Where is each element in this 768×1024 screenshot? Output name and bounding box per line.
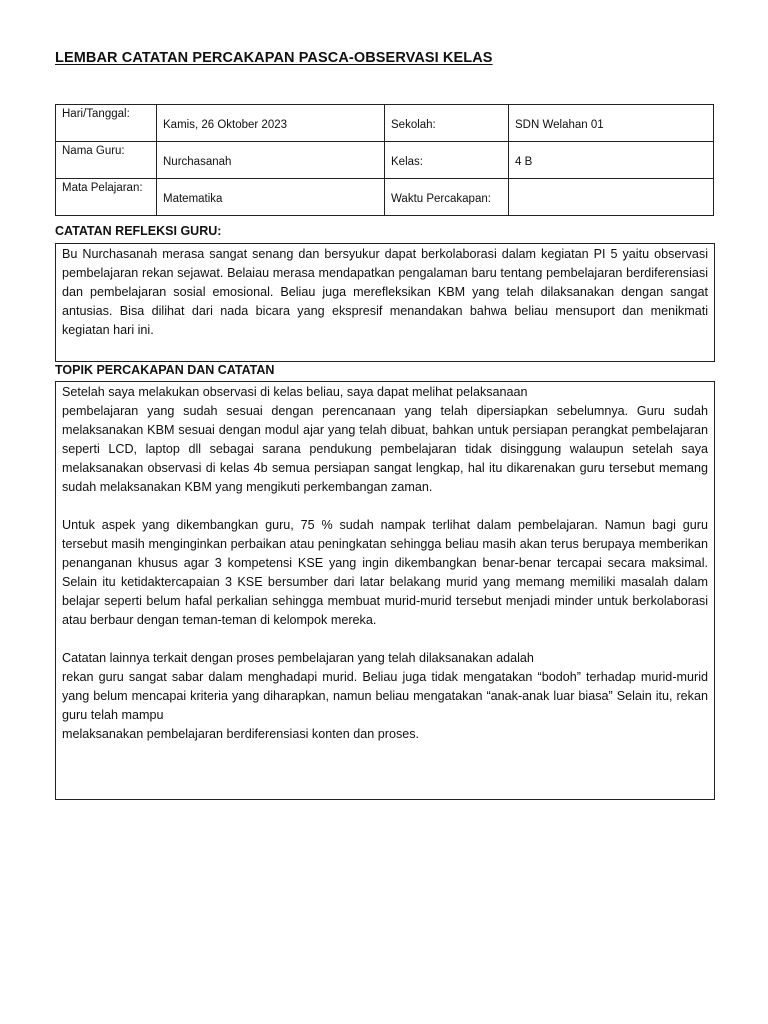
- table-row: [56, 105, 714, 142]
- topics-p3-first-line: Catatan lainnya terkait dengan proses pembelajaran yang telah dilaksanakan adalah: [62, 651, 534, 665]
- reflection-heading: CATATAN REFLEKSI GURU:: [55, 224, 222, 238]
- topics-heading: TOPIK PERCAKAPAN DAN CATATAN: [55, 363, 275, 377]
- topics-paragraph-1: [62, 383, 708, 497]
- teacher-label: Nama Guru:: [56, 142, 157, 179]
- topics-p3-last-line: melaksanakan pembelajaran berdiferensiasi konten dan proses.: [62, 727, 420, 741]
- page-title: LEMBAR CATATAN PERCAKAPAN PASCA-OBSERVASI KELAS: [55, 50, 493, 66]
- class-label: Kelas:: [385, 142, 509, 179]
- reflection-box: [55, 243, 715, 362]
- info-table: [55, 104, 714, 216]
- school-value: SDN Welahan 01: [509, 105, 714, 142]
- date-label: Hari/Tanggal:: [56, 105, 157, 142]
- topics-p1-rest: pembelajaran yang sudah sesuai dengan perencanaan yang telah dipersiapkan sebelumnya. Guru sudah melaksanakan KBM sesuai dengan modul ajar yang telah dibuat, bahkan untuk persiapan perangkat pembelajaran seperti LCD, laptop dll sebagai sarana pendukung pembelajaran tidak disinggung walaupun setelah saya melaksanakan observasi di kelas 4b semua persiapan sangat lengkap, hal itu dikarenakan guru tersebut memang sudah melaksanakan KBM yang mengikuti perkembangan zaman.: [62, 404, 708, 494]
- subject-value: Matematika: [157, 179, 385, 216]
- teacher-value: Nurchasanah: [157, 142, 385, 179]
- class-value: 4 B: [509, 142, 714, 179]
- table-row: [56, 142, 714, 179]
- topics-paragraph-3: [62, 649, 708, 744]
- conversation-time-value: [509, 179, 714, 216]
- topics-paragraph-2: Untuk aspek yang dikembangkan guru, 75 % sudah nampak terlihat dalam pembelajaran. Namun bagi guru tersebut masih menginginkan perbaikan atau peningkatan sehingga beliau masih akan terus berupaya memberikan penanganan khusus agar 3 kompetensi KSE yang ingin dikembangkan benar-benar tercapai secara maksimal. Selain itu ketidaktercapaian 3 KSE bersumber dari latar belakang murid yang memang memiliki masalah dalam belajar seperti belum hafal perkalian sehingga membuat murid-murid tersebut menjadi minder untuk berkolaborasi atau berbaur dengan teman-teman di kelompok mereka.: [62, 518, 708, 627]
- school-label: Sekolah:: [385, 105, 509, 142]
- conversation-time-label: Waktu Percakapan:: [385, 179, 509, 216]
- table-row: [56, 179, 714, 216]
- topics-box: [55, 381, 715, 800]
- topics-p1-first-line: Setelah saya melakukan observasi di kelas beliau, saya dapat melihat pelaksanaan: [62, 385, 528, 399]
- topics-p3-middle: rekan guru sangat sabar dalam menghadapi murid. Beliau juga tidak mengatakan “bodoh” terhadap murid-murid yang belum mencapai kriteria yang diharapkan, namun beliau mengatakan “anak-anak luar biasa” Selain itu, rekan guru telah mampu: [62, 670, 708, 722]
- subject-label: Mata Pelajaran:: [56, 179, 157, 216]
- date-value: Kamis, 26 Oktober 2023: [157, 105, 385, 142]
- reflection-text: Bu Nurchasanah merasa sangat senang dan bersyukur dapat berkolaborasi dalam kegiatan PI 5 yaitu observasi pembelajaran rekan sejawat. Belaiau merasa mendapatkan pengalaman baru tentang pembelajaran berdiferensiasi dan pembelajaran sosial emosional. Beliau juga merefleksikan KBM yang telah dilaksanakan dengan sangat antusias. Bisa dilihat dari nada bicara yang ekspresif menandakan bahwa beliau mensuport dan menikmati kegiatan hari ini.: [62, 247, 708, 337]
